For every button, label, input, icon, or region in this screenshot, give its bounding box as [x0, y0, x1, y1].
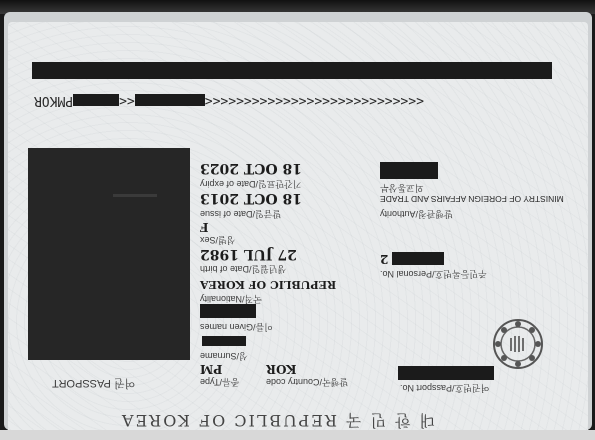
mrz-line1 — [34, 92, 554, 108]
surname-label: 성/Surname — [200, 351, 248, 361]
authority-label: 발행관청/Authority — [380, 209, 453, 219]
date-of-birth: 27 JUL 1982 — [200, 246, 297, 262]
passport-data-page — [8, 22, 588, 434]
given-names-label: 이름/Given names — [200, 322, 273, 332]
type: PM — [200, 362, 223, 376]
issuing-label: 외교통상부 — [380, 183, 424, 193]
date-of-birth-label: 생년월일/Date of birth — [200, 264, 287, 274]
sex: F — [200, 220, 209, 234]
nationality: REPUBLIC OF KOREA — [200, 278, 337, 291]
authority-code-redacted — [380, 162, 438, 179]
mrz-name-redacted — [73, 95, 119, 107]
date-of-issue: 18 OCT 2013 — [200, 190, 302, 206]
date-of-expiry: 18 OCT 2023 — [200, 160, 302, 176]
passport-no-redacted — [398, 366, 494, 380]
surname-redacted — [202, 336, 246, 346]
authority: MINISTRY OF FOREIGN AFFAIRS AND TRADE — [380, 194, 564, 204]
mrz-surname-redacted — [135, 95, 205, 107]
type-label: 종류/Type — [200, 377, 240, 387]
mrz-prefix: PMKOR — [34, 93, 74, 108]
doc-type-label: 여권 PASSPORT — [52, 377, 136, 389]
mrz-filler: << — [119, 93, 135, 108]
personal-no-prefix: 2 — [380, 252, 389, 266]
passport-no-label: 여권번호/Passport No. — [400, 383, 490, 393]
date-of-issue-label: 발급일/Date of issue — [200, 209, 282, 219]
photo-mark — [113, 194, 157, 197]
given-names-redacted — [200, 304, 256, 318]
date-of-expiry-label: 기간만료일/Date of expiry — [200, 179, 302, 189]
mrz-line2-redacted — [32, 62, 552, 79]
nationality-label: 국적/Nationality — [200, 294, 262, 304]
personal-no-redacted — [392, 252, 444, 265]
country-code-label: 발행국/Country code — [266, 377, 349, 387]
mrz-tail: <<<<<<<<<<<<<<<<<<<<<<<<<<<< — [204, 93, 424, 108]
personal-no-label: 주민등록번호/Personal No. — [380, 269, 487, 279]
country-code: KOR — [266, 362, 297, 376]
footer-title: 대 한 민 국 REPUBLIC OF KOREA — [120, 411, 436, 430]
scanner-edge-bottom — [0, 430, 595, 440]
holder-photo-redacted — [28, 148, 190, 360]
sex-label: 성별/Sex — [200, 235, 236, 245]
government-seal-icon — [492, 318, 544, 370]
